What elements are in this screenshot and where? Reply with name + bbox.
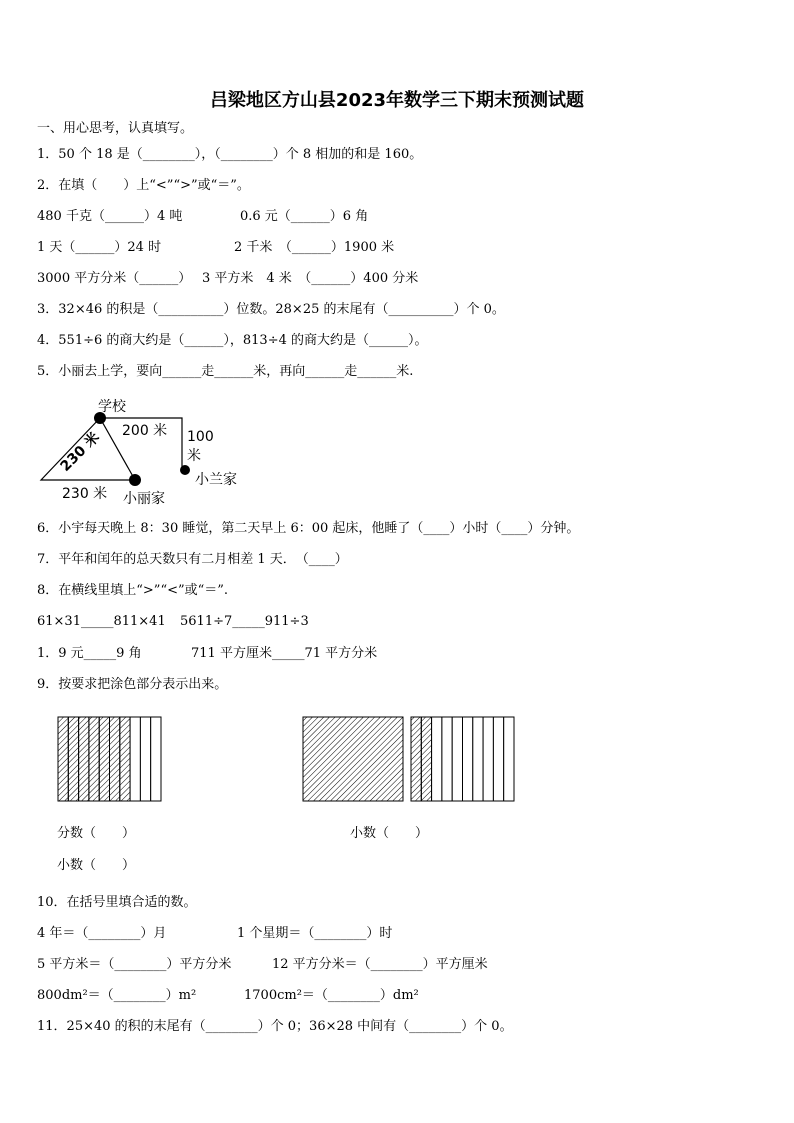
question-2: 2．在填（ ）上“<”“>”或“＝”。 <box>37 178 250 193</box>
q8-item-1: 61×31_____811×41 <box>37 614 166 629</box>
bottom-distance-label: 230 米 <box>62 486 108 502</box>
q8-item-2: 5611÷7_____911÷3 <box>180 614 309 629</box>
xiaoli-point <box>129 474 141 486</box>
q10-item-3: 5 平方米＝（________）平方分米 <box>37 957 232 972</box>
figure-1-strip-8 <box>130 717 140 801</box>
figure-1-strip-3 <box>79 717 89 801</box>
figure-2-whole-square <box>303 717 403 801</box>
page-title: 吕梁地区方山县2023年数学三下期末预测试题 <box>209 90 585 111</box>
top-distance-label: 200 米 <box>122 423 168 439</box>
route-diagram <box>30 392 290 512</box>
figure-2-strip-7 <box>473 717 483 801</box>
q2-item-6: 3 平方米 4 米 （______）400 分米 <box>202 271 419 286</box>
question-9: 9．按要求把涂色部分表示出来。 <box>37 677 228 692</box>
figure-1-strip-4 <box>89 717 99 801</box>
xiaoli-label: 小丽家 <box>123 491 165 507</box>
question-11: 11．25×40 的积的末尾有（________）个 0；36×28 中间有（________）个 0。 <box>37 1019 513 1034</box>
q2-item-4: 2 千米 （______）1900 米 <box>234 240 395 255</box>
figure-2-strip-3 <box>432 717 442 801</box>
question-8: 8．在横线里填上“>”“<”或“＝”. <box>37 583 229 598</box>
figure-2-strip-6 <box>463 717 473 801</box>
figure-1-strip-9 <box>140 717 150 801</box>
right-distance-number: 100 <box>187 429 214 445</box>
figure-1-strip-1 <box>58 717 68 801</box>
q9-decimal-1: 小数（ ） <box>57 858 136 873</box>
q8-item-4: 711 平方厘米_____71 平方分米 <box>191 646 378 661</box>
q2-item-3: 1 天（______）24 时 <box>37 240 162 255</box>
figure-1-strip-2 <box>68 717 78 801</box>
xiaolan-label: 小兰家 <box>195 472 237 488</box>
q10-item-6: 1700cm²＝（________）dm² <box>244 988 419 1003</box>
diagonal-distance-label: 230 米 <box>57 429 103 475</box>
shaded-figures <box>55 714 535 808</box>
xiaolan-point <box>180 465 190 475</box>
figure-2-strip-10 <box>504 717 514 801</box>
figure-1-strip-6 <box>110 717 120 801</box>
figure-1-strip-10 <box>151 717 161 801</box>
figure-2-strip-1 <box>411 717 421 801</box>
question-6: 6．小宇每天晚上 8：30 睡觉，第二天早上 6：00 起床，他睡了（____）小时（____）分钟。 <box>37 521 580 536</box>
question-5: 5．小丽去上学，要向______走______米，再向______走______米. <box>37 364 414 379</box>
q2-item-2: 0.6 元（______）6 角 <box>240 209 369 224</box>
figure-1-strips <box>58 717 161 801</box>
figure-2-strip-9 <box>493 717 503 801</box>
figure-2-strip-2 <box>421 717 431 801</box>
right-distance-unit: 米 <box>187 448 201 464</box>
figure-2-strips <box>411 717 514 801</box>
q9-decimal-2: 小数（ ） <box>350 826 429 841</box>
q10-item-2: 1 个星期＝（________）时 <box>237 926 393 941</box>
figure-2-strip-5 <box>452 717 462 801</box>
question-3: 3．32×46 的积是（__________）位数。28×25 的末尾有（__________）个 0。 <box>37 302 505 317</box>
section-heading: 一、用心思考，认真填写。 <box>37 121 194 136</box>
q2-item-1: 480 千克（______）4 吨 <box>37 209 183 224</box>
q10-item-5: 800dm²＝（________）m² <box>37 988 197 1003</box>
question-4: 4．551÷6 的商大约是（______），813÷4 的商大约是（______）。 <box>37 333 428 348</box>
figure-1-strip-5 <box>99 717 109 801</box>
question-10: 10．在括号里填合适的数。 <box>37 895 197 910</box>
school-label: 学校 <box>98 399 126 415</box>
figure-2-strip-8 <box>483 717 493 801</box>
q9-fraction-1: 分数（ ） <box>57 826 136 841</box>
question-1: 1．50 个 18 是（________），（________）个 8 相加的和是 160。 <box>37 147 423 162</box>
question-7: 7．平年和闰年的总天数只有二月相差 1 天． （____） <box>37 552 348 567</box>
figure-1-strip-7 <box>120 717 130 801</box>
q2-item-5: 3000 平方分米（______） <box>37 271 192 286</box>
q10-item-1: 4 年＝（________）月 <box>37 926 167 941</box>
figure-2-strip-4 <box>442 717 452 801</box>
q8-item-3: 1．9 元_____9 角 <box>37 646 142 661</box>
q10-item-4: 12 平方分米＝（________）平方厘米 <box>272 957 488 972</box>
